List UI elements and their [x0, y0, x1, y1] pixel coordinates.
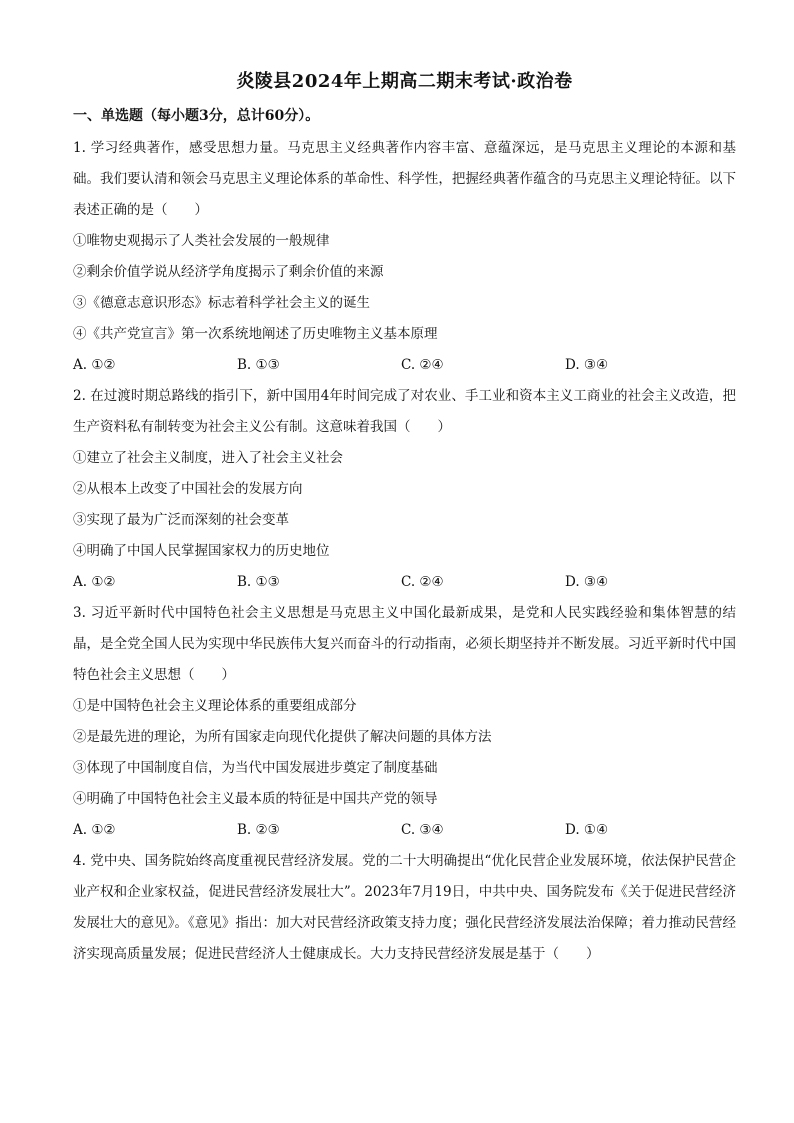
section-heading: 一、单选题（每小题3分，总计60分）。 [73, 108, 320, 124]
statement: ③实现了最为广泛而深刻的社会变革 [73, 512, 289, 528]
statement: ①建立了社会主义制度，进入了社会主义社会 [73, 450, 343, 466]
page-title: 炎陵县2024年上期高二期末考试·政治卷 [236, 71, 573, 92]
option-c: C. ②④ [401, 574, 444, 590]
answer-options [73, 350, 736, 381]
option-a: A. ①② [73, 822, 116, 838]
statement: ③体现了中国制度自信，为当代中国发展进步奠定了制度基础 [73, 760, 438, 776]
question-stem: 1. 学习经典著作，感受思想力量。马克思主义经典著作内容丰富、意蕴深远，是马克思主义理论的本源和基础。我们要认清和领会马克思主义理论体系的革命性、科学性，把握经典著作蕴含的马克思主义理论特征。以下表述正确的是（ ） [73, 140, 736, 218]
option-d: D. ①④ [565, 822, 609, 838]
statement: ①是中国特色社会主义理论体系的重要组成部分 [73, 698, 357, 714]
question-1 [73, 133, 736, 381]
statement: ③《德意志意识形态》标志着科学社会主义的诞生 [73, 295, 370, 311]
statement: ①唯物史观揭示了人类社会发展的一般规律 [73, 233, 330, 249]
option-c: C. ③④ [401, 822, 444, 838]
question-2 [73, 381, 736, 598]
option-d: D. ③④ [565, 574, 609, 590]
option-d: D. ③④ [565, 357, 609, 373]
statement: ②剩余价值学说从经济学角度揭示了剩余价值的来源 [73, 264, 384, 280]
statement: ④明确了中国人民掌握国家权力的历史地位 [73, 543, 330, 559]
statement: ④明确了中国特色社会主义最本质的特征是中国共产党的领导 [73, 791, 438, 807]
statement: ④《共产党宣言》第一次系统地阐述了历史唯物主义基本原理 [73, 326, 438, 342]
question-stem: 2. 在过渡时期总路线的指引下，新中国用4年时间完成了对农业、手工业和资本主义工商业的社会主义改造，把生产资料私有制转变为社会主义公有制。这意味着我国（ ） [73, 388, 736, 435]
question-3 [73, 598, 736, 846]
question-stem: 3. 习近平新时代中国特色社会主义思想是马克思主义中国化最新成果，是党和人民实践经验和集体智慧的结晶，是全党全国人民为实现中华民族伟大复兴而奋斗的行动指南，必须长期坚持并不断发展。习近平新时代中国特色社会主义思想（ ） [73, 605, 736, 683]
option-c: C. ②④ [401, 357, 444, 373]
option-a: A. ①② [73, 574, 116, 590]
answer-options [73, 567, 736, 598]
answer-options [73, 815, 736, 846]
option-a: A. ①② [73, 357, 116, 373]
option-b: B. ①③ [237, 574, 280, 590]
option-b: B. ①③ [237, 357, 280, 373]
option-b: B. ②③ [237, 822, 280, 838]
question-stem: 4. 党中央、国务院始终高度重视民营经济发展。党的二十大明确提出“优化民营企业发展环境，依法保护民营企业产权和企业家权益，促进民营经济发展壮大”。2023年7月19日，中共中央、国务院发布《关于促进民营经济发展壮大的意见》。《意见》指出：加大对民营经济政策支持力度；强化民营经济发展法治保障；着力推动民营经济实现高质量发展；促进民营经济人士健康成长。大力支持民营经济发展是基于（ ） [73, 853, 736, 962]
question-4 [73, 846, 736, 970]
statement: ②从根本上改变了中国社会的发展方向 [73, 481, 303, 497]
statement: ②是最先进的理论，为所有国家走向现代化提供了解决问题的具体方法 [73, 729, 492, 745]
